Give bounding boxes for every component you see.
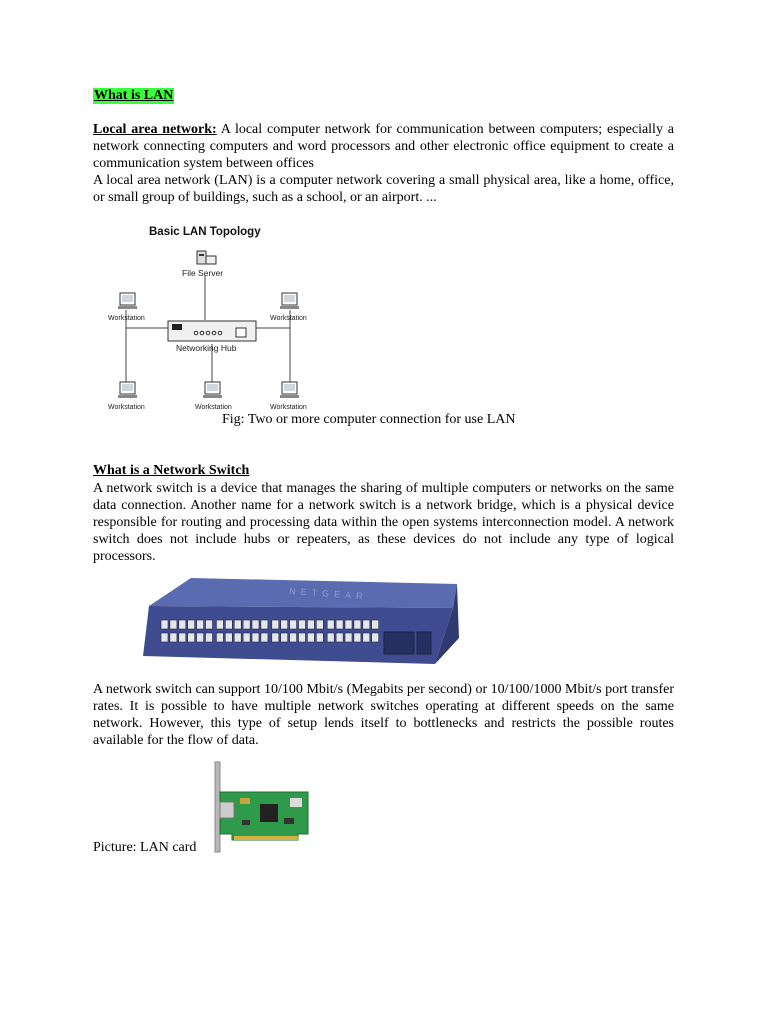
networking-hub-label: Networking Hub	[176, 343, 237, 353]
lan-definition-text: A local computer network for communication between computers; especially a network connecting computers and word processors and other electronic office equipment to create a communication system between offices	[93, 122, 674, 171]
lan-card-image	[212, 760, 312, 854]
workstation-label: Workstation	[108, 315, 145, 322]
switch-port	[179, 620, 186, 629]
switch-port	[372, 633, 379, 642]
switch-port	[281, 633, 288, 642]
switch-port	[225, 620, 232, 629]
lan-heading: What is LAN	[94, 88, 174, 103]
workstation-label: Workstation	[108, 404, 145, 411]
switch-port	[299, 633, 306, 642]
switch-paragraph-1: A network switch is a device that manages the sharing of multiple computers or networks on the same data connection. Another name for a network switch is a network bridge, which is a physical device responsible for routing and processing data within the open systems interconnection model. A network switch does not include hubs or repeaters, as these devices do not include any type of logical processors.	[93, 481, 674, 564]
workstation-label: Workstation	[195, 404, 232, 411]
switch-port	[252, 620, 259, 629]
switch-port	[252, 633, 259, 642]
switch-port	[290, 620, 297, 629]
lan-topology-diagram	[104, 220, 314, 415]
switch-port	[170, 620, 177, 629]
switch-port	[290, 633, 297, 642]
switch-port	[206, 620, 213, 629]
switch-port	[243, 633, 250, 642]
file-server-label: File Server	[182, 268, 224, 278]
workstation-bottom-left	[108, 382, 145, 411]
switch-port	[316, 620, 323, 629]
switch-port	[243, 620, 250, 629]
switch-port	[316, 633, 323, 642]
switch-port	[327, 633, 334, 642]
switch-port	[281, 620, 288, 629]
ethernet-port	[220, 802, 234, 818]
switch-port	[307, 633, 314, 642]
network-switch-image	[139, 574, 461, 668]
networking-hub-icon	[168, 321, 256, 341]
switch-port	[307, 620, 314, 629]
switch-port	[363, 633, 370, 642]
switch-port	[161, 633, 168, 642]
switch-port	[216, 633, 223, 642]
lan-card-bracket	[215, 762, 220, 852]
switch-port	[197, 633, 204, 642]
lan-card-caption: Picture: LAN card	[93, 840, 197, 855]
switch-port	[372, 620, 379, 629]
switch-port	[336, 620, 343, 629]
workstation-label: Workstation	[270, 315, 307, 322]
pci-connector	[234, 836, 298, 840]
switch-port	[299, 620, 306, 629]
switch-port	[345, 620, 352, 629]
switch-port	[272, 633, 279, 642]
switch-port	[354, 633, 361, 642]
workstation-bottom-right	[270, 382, 307, 411]
switch-port	[336, 633, 343, 642]
switch-port	[197, 620, 204, 629]
workstation-top-left	[108, 293, 145, 322]
switch-port	[272, 620, 279, 629]
switch-port	[234, 633, 241, 642]
switch-port	[261, 633, 268, 642]
lan-term: Local area network:	[93, 122, 217, 137]
switch-port	[216, 620, 223, 629]
switch-port	[188, 620, 195, 629]
switch-port	[225, 633, 232, 642]
lan-definition-paragraph	[93, 121, 674, 172]
lan-card-chip	[260, 804, 278, 822]
switch-port	[170, 633, 177, 642]
switch-port	[345, 633, 352, 642]
switch-port	[327, 620, 334, 629]
switch-port	[206, 633, 213, 642]
switch-paragraph-2: A network switch can support 10/100 Mbit/s (Megabits per second) or 10/100/1000 Mbit/s port transfer rates. It is possible to have multiple network switches operating at different speeds on the same network. However, this type of setup lends itself to bottlenecks and restricts the possible routes available for the flow of data.	[93, 682, 674, 748]
topology-title: Basic LAN Topology	[149, 226, 261, 238]
switch-port	[179, 633, 186, 642]
switch-port	[261, 620, 268, 629]
switch-port	[354, 620, 361, 629]
topology-caption: Fig: Two or more computer connection for use LAN	[222, 412, 516, 427]
workstation-label: Workstation	[270, 404, 307, 411]
switch-port	[363, 620, 370, 629]
file-server-icon	[197, 251, 216, 264]
switch-port	[188, 633, 195, 642]
workstation-top-right	[270, 293, 307, 322]
switch-heading: What is a Network Switch	[93, 463, 250, 478]
switch-brand-logo: NETGEAR	[288, 586, 368, 602]
switch-port	[161, 620, 168, 629]
workstation-bottom-center	[195, 382, 232, 411]
lan-paragraph-2: A local area network (LAN) is a computer network covering a small physical area, like a home, office, or small group of buildings, such as a school, or an airport. ...	[93, 173, 674, 205]
switch-port	[234, 620, 241, 629]
